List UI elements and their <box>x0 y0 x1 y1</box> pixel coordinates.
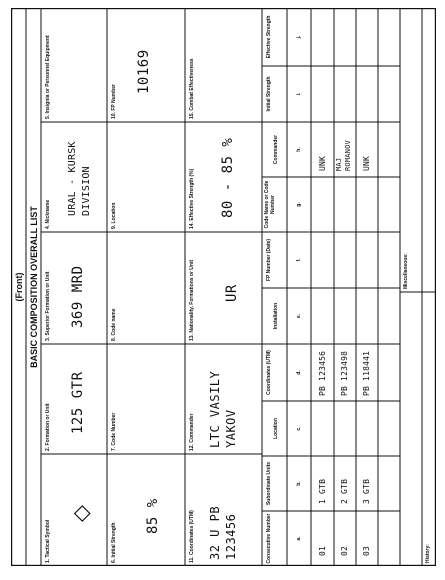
label-nationality: 13. Nationality, Formations or Unit <box>189 259 195 341</box>
value-nationality: UR <box>224 284 240 302</box>
row2-unit: 2 GTB <box>340 478 349 504</box>
col-letter-a: a. <box>296 536 302 541</box>
row2-coordinates: PB 123498 <box>340 350 349 396</box>
col-letter-j: j. <box>296 35 302 39</box>
col-letter-i: i. <box>296 92 302 96</box>
label-tactical-symbol: 1. Tactical Symbol <box>45 519 51 563</box>
row3-unit: 3 GTB <box>362 478 371 504</box>
col-letter-c: c. <box>296 426 302 431</box>
col-location: Location <box>273 418 279 439</box>
row3-coordinates: PB 118441 <box>362 350 371 396</box>
row1-unit: 1 GTB <box>318 478 327 504</box>
label-commander: 12. Commander <box>189 413 195 451</box>
value-initial-strength: 85 % <box>145 498 161 534</box>
row1-commander: UNK <box>318 155 327 171</box>
label-effective-strength: 14. Effective Strength (%) <box>189 168 195 229</box>
label-nickname: 4. Nickname <box>45 199 51 229</box>
col-initial-strength: Initial Strength <box>266 76 272 112</box>
col-effective-strength: Effective Strength <box>266 15 272 59</box>
label-code-name: 8. Code name <box>111 308 117 341</box>
value-effective-strength: 80 - 85 % <box>220 137 236 218</box>
label-insignia: 5. Insignia or Personnel Equipment <box>45 35 51 119</box>
history-label: History: <box>425 544 431 563</box>
label-code-number: 7. Code Number <box>111 412 117 451</box>
value-superior-formation: 369 MRD <box>70 265 86 328</box>
col-code-name-number: Code Name or Code Number <box>264 180 276 229</box>
col-subordinate-units: Subordinate Units <box>266 461 272 506</box>
row2-commander: MAJ ROMANOV <box>335 140 352 171</box>
col-letter-d: d. <box>296 370 302 375</box>
col-letter-b: b. <box>296 481 302 486</box>
form-title: BASIC COMPOSITION OVERALL LIST <box>29 206 39 368</box>
col-letter-e: e. <box>296 313 302 319</box>
row1-number: 01 <box>318 545 327 556</box>
form-front-label: (Front) <box>14 272 24 302</box>
col-letter-f: f. <box>296 258 302 262</box>
value-coordinates: 32 U PB 123456 <box>208 505 238 560</box>
row1-coordinates: PB 123456 <box>318 350 327 396</box>
col-commander: Commander <box>273 134 279 165</box>
value-fp-number: 10169 <box>136 49 152 94</box>
label-superior-formation: 3. Superior Formation or Unit <box>45 271 51 341</box>
label-combat-effectiveness: 15. Combat Effectiveness <box>189 58 195 119</box>
value-commander: LTC VASILY YAKOV <box>208 370 238 448</box>
composition-form <box>11 8 436 566</box>
row2-number: 02 <box>340 545 349 556</box>
col-coordinates: Coordinates (UTM) <box>266 350 272 395</box>
value-nickname: URAL - KURSK DIVISION <box>67 141 92 216</box>
tactical-symbol-icon: ◇ <box>68 505 93 522</box>
value-formation-unit: 125 GTR <box>70 371 86 434</box>
label-initial-strength: 6. Initial Strength <box>111 522 117 563</box>
label-location: 9. Location <box>111 202 117 229</box>
miscellaneous-label: Miscellaneous: <box>403 253 409 289</box>
label-fp-number: 10. FP Number <box>111 84 117 119</box>
label-formation-unit: 2. Formation or Unit <box>45 403 51 451</box>
label-coordinates: 11. Coordinates (UTM) <box>189 510 195 563</box>
col-letter-h: h. <box>296 147 302 152</box>
col-fp-number-date: FP Number (Date) <box>266 238 272 282</box>
col-installation: Installation <box>273 302 279 330</box>
col-letter-g: g. <box>296 202 302 207</box>
col-consecutive-number: Consecutive Number <box>266 513 272 564</box>
row3-commander: UNK <box>362 155 371 171</box>
row3-number: 03 <box>362 545 371 556</box>
